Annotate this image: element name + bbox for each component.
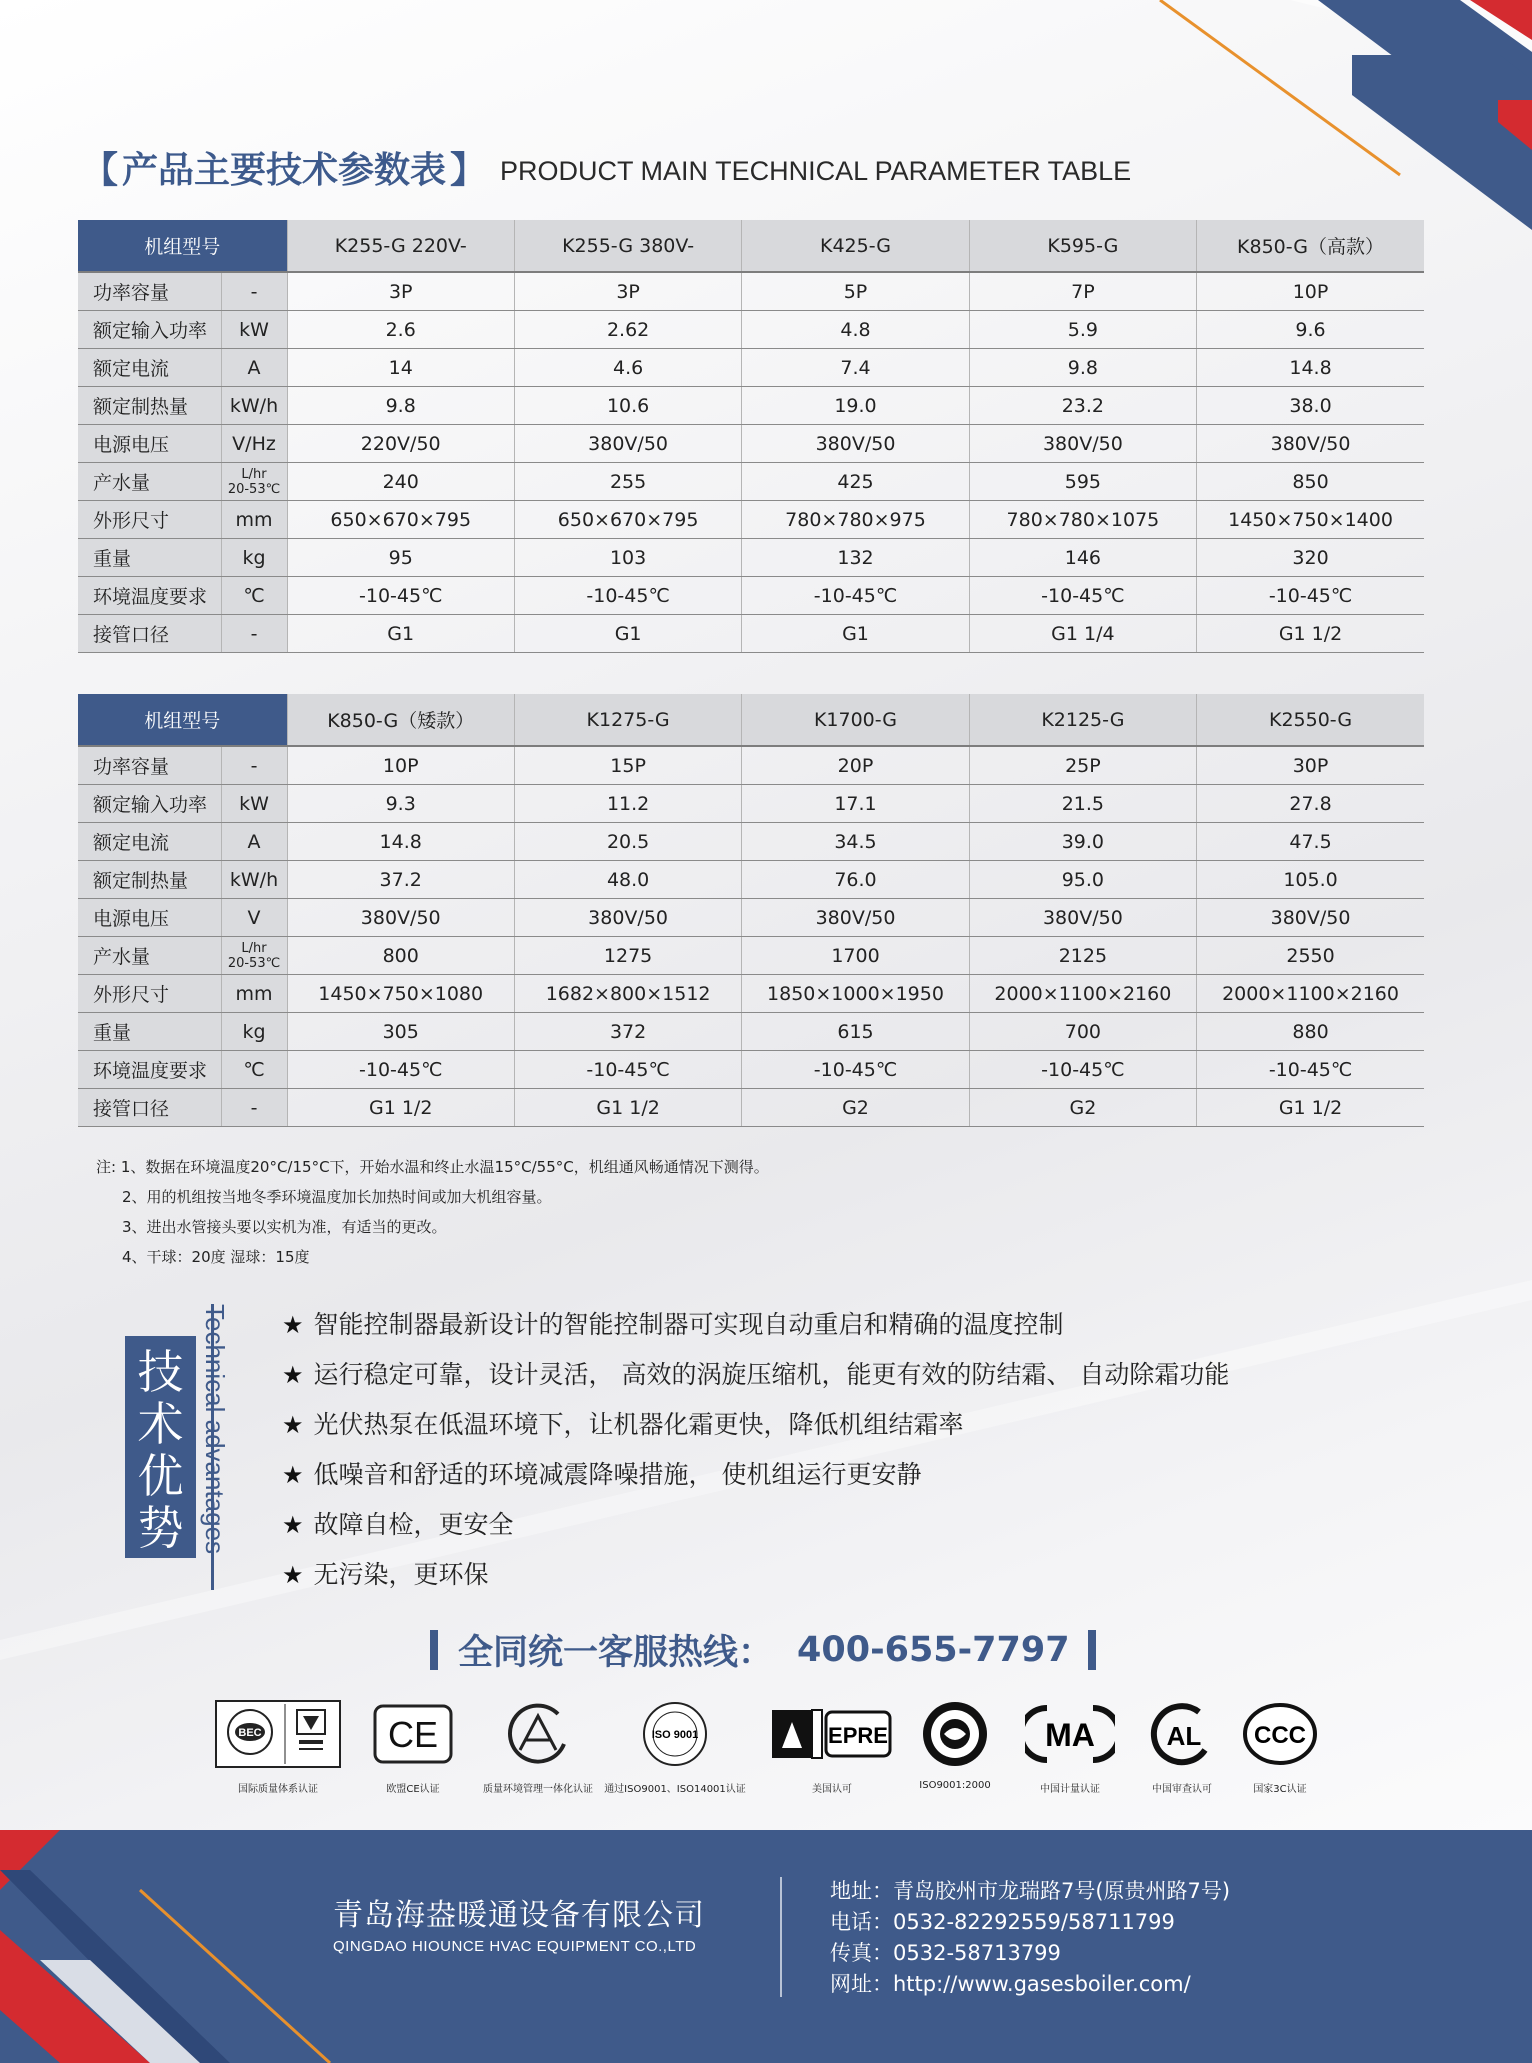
model-header-cell: K1700-G xyxy=(742,694,969,746)
table-cell: 2000×1100×2160 xyxy=(1197,975,1424,1013)
param-unit: - xyxy=(221,272,287,311)
table-cell: 380V/50 xyxy=(514,425,741,463)
table-cell: G2 xyxy=(742,1089,969,1127)
advantages-list xyxy=(282,1300,1229,1600)
advantage-item xyxy=(282,1450,1229,1500)
table-cell: 380V/50 xyxy=(969,899,1196,937)
title-cn: 产品主要技术参数表 xyxy=(122,149,447,191)
cal-mark-icon xyxy=(1147,1700,1217,1768)
contact-info xyxy=(830,1876,1230,2000)
model-header-cell: K2125-G xyxy=(969,694,1196,746)
cert-logo-text: AL xyxy=(1166,1721,1202,1751)
advantage-text: 智能控制器最新设计的智能控制器可实现自动重启和精确的温度控制 xyxy=(313,1310,1064,1339)
table-cell: 380V/50 xyxy=(742,425,969,463)
param-unit: V/Hz xyxy=(221,425,287,463)
table-row xyxy=(78,539,1424,577)
table-cell: -10-45℃ xyxy=(514,1051,741,1089)
cert-item xyxy=(473,1700,603,1795)
note-2: 2、用的机组按当地冬季环境温度加长加热时间或加大机组容量。 xyxy=(122,1188,552,1206)
table-cell: 25P xyxy=(969,746,1196,785)
table-row xyxy=(78,1089,1424,1127)
advantages-title-cn xyxy=(125,1346,196,1554)
param-label: 额定输入功率 xyxy=(78,785,221,823)
footer-decoration xyxy=(0,1830,1532,2063)
footer-divider xyxy=(780,1877,782,1997)
hotline-bar-left xyxy=(430,1630,438,1670)
table-cell: 5P xyxy=(742,272,969,311)
table-cell: 17.1 xyxy=(742,785,969,823)
table-cell: 14.8 xyxy=(1197,349,1424,387)
table-cell: 615 xyxy=(742,1013,969,1051)
model-header-cell: K850-G（高款） xyxy=(1197,220,1424,272)
table-cell: 700 xyxy=(969,1013,1196,1051)
cert-item xyxy=(1015,1700,1125,1795)
table-row xyxy=(78,975,1424,1013)
model-header-cell: K595-G xyxy=(969,220,1196,272)
contact-fax: 传真：0532-58713799 xyxy=(830,1941,1061,1965)
title-open-bracket: 【 xyxy=(82,149,119,191)
table-row xyxy=(78,311,1424,349)
table-header-row xyxy=(78,220,1424,272)
table-cell: 38.0 xyxy=(1197,387,1424,425)
table-cell: 425 xyxy=(742,463,969,501)
param-label: 环境温度要求 xyxy=(78,577,221,615)
table-cell: G1 xyxy=(742,615,969,653)
param-unit: A xyxy=(221,823,287,861)
model-header-label: 机组型号 xyxy=(78,220,287,272)
table-cell: 15P xyxy=(514,746,741,785)
table-row xyxy=(78,272,1424,311)
table-row xyxy=(78,577,1424,615)
table-cell: 2550 xyxy=(1197,937,1424,975)
param-unit: kg xyxy=(221,1013,287,1051)
param-unit-line: 20-53℃ xyxy=(227,955,281,971)
table-cell: -10-45℃ xyxy=(969,577,1196,615)
table-cell: -10-45℃ xyxy=(742,577,969,615)
table-cell: 380V/50 xyxy=(1197,425,1424,463)
param-label: 接管口径 xyxy=(78,615,221,653)
title-en: PRODUCT MAIN TECHNICAL PARAMETER TABLE xyxy=(500,155,1132,186)
cert-logo-text: MA xyxy=(1045,1717,1095,1753)
table-cell: 2000×1100×2160 xyxy=(969,975,1196,1013)
param-unit: kW/h xyxy=(221,861,287,899)
table-row xyxy=(78,615,1424,653)
table-cell: 1450×750×1080 xyxy=(287,975,514,1013)
table-cell: 380V/50 xyxy=(742,899,969,937)
table-cell: 9.3 xyxy=(287,785,514,823)
table-cell: 880 xyxy=(1197,1013,1424,1051)
cert-logo-text: BEC xyxy=(238,1727,262,1739)
cert-item xyxy=(768,1700,896,1795)
cert-logo-text: CE xyxy=(387,1714,439,1755)
table-cell: 800 xyxy=(287,937,514,975)
note-4: 4、干球：20度 湿球：15度 xyxy=(122,1248,310,1266)
table-cell: 48.0 xyxy=(514,861,741,899)
table-cell: 9.8 xyxy=(969,349,1196,387)
model-header-cell: K255-G 220V- xyxy=(287,220,514,272)
company-name xyxy=(333,1890,705,1955)
table-cell: -10-45℃ xyxy=(742,1051,969,1089)
param-label: 外形尺寸 xyxy=(78,975,221,1013)
contact-website[interactable]: 网址：http://www.gasesboiler.com/ xyxy=(830,1972,1191,1996)
table-cell: 780×780×1075 xyxy=(969,501,1196,539)
advantages-title-char: 势 xyxy=(137,1501,184,1555)
table-row xyxy=(78,785,1424,823)
table-cell: 30P xyxy=(1197,746,1424,785)
table-cell: 220V/50 xyxy=(287,425,514,463)
advantage-text: 无污染，更环保 xyxy=(313,1560,489,1589)
star-icon: ★ xyxy=(282,1561,304,1589)
table-cell: 10.6 xyxy=(514,387,741,425)
hotline-number: 400-655-7797 xyxy=(797,1630,1070,1670)
star-icon: ★ xyxy=(282,1461,304,1489)
table-cell: 20.5 xyxy=(514,823,741,861)
spec-table-1 xyxy=(78,220,1424,653)
param-label: 功率容量 xyxy=(78,746,221,785)
company-name-en: QINGDAO HIOUNCE HVAC EQUIPMENT CO.,LTD xyxy=(333,1938,697,1955)
epre-accredited-icon xyxy=(770,1700,894,1768)
table-cell: 21.5 xyxy=(969,785,1196,823)
table-cell: 3P xyxy=(514,272,741,311)
table-row xyxy=(78,937,1424,975)
table-header-row xyxy=(78,694,1424,746)
model-header-cell: K425-G xyxy=(742,220,969,272)
advantage-item xyxy=(282,1400,1229,1450)
param-label: 环境温度要求 xyxy=(78,1051,221,1089)
table-cell: -10-45℃ xyxy=(287,1051,514,1089)
table-cell: 76.0 xyxy=(742,861,969,899)
table-row xyxy=(78,463,1424,501)
table-cell: 305 xyxy=(287,1013,514,1051)
model-header-cell: K1275-G xyxy=(514,694,741,746)
cert-caption: 美国认可 xyxy=(812,1784,852,1795)
param-unit xyxy=(221,463,287,501)
cert-caption: 通过ISO9001、ISO14001认证 xyxy=(604,1784,746,1795)
table-cell: 1700 xyxy=(742,937,969,975)
table-cell: 10P xyxy=(287,746,514,785)
table-cell: 780×780×975 xyxy=(742,501,969,539)
param-unit: V xyxy=(221,899,287,937)
table-row xyxy=(78,746,1424,785)
table-cell: 650×670×795 xyxy=(287,501,514,539)
star-icon: ★ xyxy=(282,1511,304,1539)
table-cell: 103 xyxy=(514,539,741,577)
cert-caption: 欧盟CE认证 xyxy=(386,1784,440,1795)
table-cell: G2 xyxy=(969,1089,1196,1127)
table-cell: 4.6 xyxy=(514,349,741,387)
certifications xyxy=(205,1700,1345,1800)
note-3: 3、进出水管接头要以实机为准，有适当的更改。 xyxy=(122,1218,447,1236)
advantages-title-en: Technical advantages xyxy=(200,1304,230,1555)
param-unit: kg xyxy=(221,539,287,577)
table-cell: -10-45℃ xyxy=(969,1051,1196,1089)
table-cell: 11.2 xyxy=(514,785,741,823)
table-cell: 27.8 xyxy=(1197,785,1424,823)
param-label: 产水量 xyxy=(78,463,221,501)
hotline-label: 全同统一客服热线： xyxy=(458,1633,774,1673)
advantage-item xyxy=(282,1550,1229,1600)
table-row xyxy=(78,501,1424,539)
param-unit: - xyxy=(221,746,287,785)
table-cell: 95.0 xyxy=(969,861,1196,899)
advantage-text: 运行稳定可靠，设计灵活， 高效的涡旋压缩机，能更有效的防结霜、 自动除霜功能 xyxy=(313,1360,1230,1389)
table-cell: 372 xyxy=(514,1013,741,1051)
cert-caption: 质量环境管理一体化认证 xyxy=(483,1784,593,1795)
table-cell: 1682×800×1512 xyxy=(514,975,741,1013)
advantage-item xyxy=(282,1300,1229,1350)
cert-item xyxy=(905,1700,1005,1791)
page-title xyxy=(82,142,1131,192)
param-label: 额定输入功率 xyxy=(78,311,221,349)
param-label: 额定电流 xyxy=(78,349,221,387)
table-cell: 14.8 xyxy=(287,823,514,861)
table-cell: G1 1/2 xyxy=(514,1089,741,1127)
cert-caption: 中国审查认可 xyxy=(1152,1784,1212,1795)
table-cell: G1 xyxy=(287,615,514,653)
cert-logo-text: CCC xyxy=(1254,1722,1306,1749)
param-unit: ℃ xyxy=(221,577,287,615)
table-cell: 7.4 xyxy=(742,349,969,387)
cert-item xyxy=(213,1700,343,1795)
table-cell: 37.2 xyxy=(287,861,514,899)
table-row xyxy=(78,425,1424,463)
table-cell: 14 xyxy=(287,349,514,387)
advantage-item xyxy=(282,1350,1229,1400)
param-label: 重量 xyxy=(78,539,221,577)
param-label: 电源电压 xyxy=(78,899,221,937)
table-cell: G1 1/2 xyxy=(1197,615,1424,653)
table-cell: 20P xyxy=(742,746,969,785)
hotline xyxy=(430,1622,1096,1678)
star-icon: ★ xyxy=(282,1411,304,1439)
table-cell: 1450×750×1400 xyxy=(1197,501,1424,539)
table-cell: G1 1/4 xyxy=(969,615,1196,653)
param-unit: - xyxy=(221,1089,287,1127)
param-unit: - xyxy=(221,615,287,653)
table-cell: 105.0 xyxy=(1197,861,1424,899)
table-cell: -10-45℃ xyxy=(287,577,514,615)
quality-env-cert-icon xyxy=(498,1700,578,1768)
cert-caption: 国际质量体系认证 xyxy=(238,1784,318,1795)
param-label: 重量 xyxy=(78,1013,221,1051)
model-header-cell: K850-G（矮款） xyxy=(287,694,514,746)
cma-mark-icon xyxy=(1025,1700,1115,1768)
table-cell: 2.6 xyxy=(287,311,514,349)
table-cell: 2.62 xyxy=(514,311,741,349)
table-cell: 1275 xyxy=(514,937,741,975)
advantage-text: 故障自检，更安全 xyxy=(313,1510,514,1539)
note-1: 注: 1、数据在环境温度20°C/15°C下，开始水温和终止水温15°C/55°C，机组通风畅通情况下测得。 xyxy=(96,1158,769,1176)
advantages-title-char: 术 xyxy=(137,1397,184,1451)
cert-item xyxy=(363,1700,463,1795)
table-cell: -10-45℃ xyxy=(1197,1051,1424,1089)
advantages-title-char: 技 xyxy=(137,1345,184,1399)
iso-9001-2000-icon xyxy=(920,1700,990,1768)
param-label: 额定电流 xyxy=(78,823,221,861)
model-header-cell: K2550-G xyxy=(1197,694,1424,746)
param-label: 外形尺寸 xyxy=(78,501,221,539)
param-unit: kW xyxy=(221,785,287,823)
table-cell: 3P xyxy=(287,272,514,311)
table-cell: 4.8 xyxy=(742,311,969,349)
star-icon: ★ xyxy=(282,1311,304,1339)
table-cell: 95 xyxy=(287,539,514,577)
table-row xyxy=(78,823,1424,861)
cert-caption: ISO9001:2000 xyxy=(919,1780,991,1791)
ce-mark-icon xyxy=(373,1700,453,1768)
model-header-cell: K255-G 380V- xyxy=(514,220,741,272)
param-label: 电源电压 xyxy=(78,425,221,463)
model-header-label: 机组型号 xyxy=(78,694,287,746)
table-cell: 380V/50 xyxy=(1197,899,1424,937)
table-row xyxy=(78,899,1424,937)
notes xyxy=(96,1152,769,1272)
advantages-title-char: 优 xyxy=(137,1449,184,1503)
bec-ukas-cert-icon xyxy=(215,1700,341,1768)
table-cell: 7P xyxy=(969,272,1196,311)
param-unit xyxy=(221,937,287,975)
param-label: 接管口径 xyxy=(78,1089,221,1127)
table-cell: 1850×1000×1950 xyxy=(742,975,969,1013)
param-unit: mm xyxy=(221,975,287,1013)
cert-logo-text: ISO 9001 xyxy=(651,1729,699,1741)
cert-item xyxy=(1132,1700,1232,1795)
title-close-bracket: 】 xyxy=(450,149,487,191)
advantage-text: 低噪音和舒适的环境减震降噪措施， 使机组运行更安静 xyxy=(313,1460,922,1489)
table-cell: 380V/50 xyxy=(287,899,514,937)
table-cell: 2125 xyxy=(969,937,1196,975)
param-label: 额定制热量 xyxy=(78,861,221,899)
table-cell: 146 xyxy=(969,539,1196,577)
table-cell: -10-45℃ xyxy=(514,577,741,615)
table-row xyxy=(78,387,1424,425)
param-unit-line: L/hr xyxy=(241,940,267,956)
cert-logo-text: EPRE xyxy=(828,1723,888,1748)
cert-item xyxy=(600,1700,750,1795)
table-cell: 10P xyxy=(1197,272,1424,311)
star-icon: ★ xyxy=(282,1361,304,1389)
param-unit: kW/h xyxy=(221,387,287,425)
table-cell: 380V/50 xyxy=(969,425,1196,463)
param-label: 额定制热量 xyxy=(78,387,221,425)
param-label: 产水量 xyxy=(78,937,221,975)
param-unit: mm xyxy=(221,501,287,539)
cert-caption: 中国计量认证 xyxy=(1040,1784,1100,1795)
cert-caption: 国家3C认证 xyxy=(1253,1784,1307,1795)
table-cell: G1 xyxy=(514,615,741,653)
table-row xyxy=(78,349,1424,387)
table-cell: 850 xyxy=(1197,463,1424,501)
cert-item xyxy=(1230,1700,1330,1795)
table-cell: -10-45℃ xyxy=(1197,577,1424,615)
table-cell: 39.0 xyxy=(969,823,1196,861)
hotline-bar-right xyxy=(1088,1630,1096,1670)
table-cell: 132 xyxy=(742,539,969,577)
iso-9001-sqcc-icon xyxy=(640,1700,710,1768)
table-cell: G1 1/2 xyxy=(287,1089,514,1127)
footer xyxy=(0,1830,1532,2063)
table-cell: G1 1/2 xyxy=(1197,1089,1424,1127)
param-unit: A xyxy=(221,349,287,387)
company-name-cn: 青岛海盎暖通设备有限公司 xyxy=(333,1898,705,1933)
param-unit: kW xyxy=(221,311,287,349)
table-cell: 380V/50 xyxy=(514,899,741,937)
table-row xyxy=(78,1013,1424,1051)
table-cell: 5.9 xyxy=(969,311,1196,349)
table-cell: 47.5 xyxy=(1197,823,1424,861)
table-row xyxy=(78,1051,1424,1089)
table-cell: 9.8 xyxy=(287,387,514,425)
advantage-item xyxy=(282,1500,1229,1550)
table-cell: 9.6 xyxy=(1197,311,1424,349)
contact-phone: 电话：0532-82292559/58711799 xyxy=(830,1910,1175,1934)
param-unit: ℃ xyxy=(221,1051,287,1089)
param-unit-line: L/hr xyxy=(241,466,267,482)
table-row xyxy=(78,861,1424,899)
ccc-mark-icon xyxy=(1242,1700,1318,1768)
table-cell: 255 xyxy=(514,463,741,501)
table-cell: 240 xyxy=(287,463,514,501)
advantage-text: 光伏热泵在低温环境下，让机器化霜更快，降低机组结霜率 xyxy=(313,1410,964,1439)
table-cell: 595 xyxy=(969,463,1196,501)
table-cell: 19.0 xyxy=(742,387,969,425)
param-unit-line: 20-53℃ xyxy=(227,481,281,497)
table-cell: 320 xyxy=(1197,539,1424,577)
param-label: 功率容量 xyxy=(78,272,221,311)
contact-address: 地址：青岛胶州市龙瑞路7号(原贵州路7号) xyxy=(830,1879,1231,1903)
table-cell: 650×670×795 xyxy=(514,501,741,539)
table-cell: 23.2 xyxy=(969,387,1196,425)
spec-table-2 xyxy=(78,694,1424,1127)
table-cell: 34.5 xyxy=(742,823,969,861)
